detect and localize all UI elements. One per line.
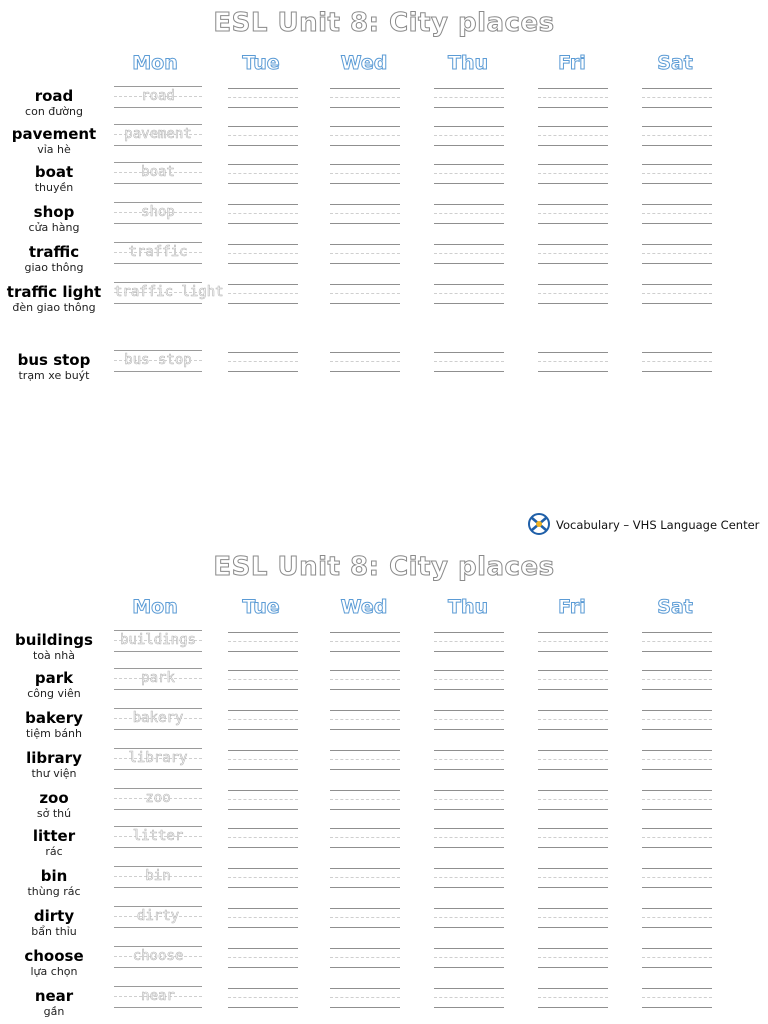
guide-midline <box>434 293 504 294</box>
guide-midline <box>434 641 504 642</box>
writing-line-tue[interactable] <box>228 88 298 108</box>
writing-line-wed[interactable] <box>330 126 400 146</box>
day-mon: Mon <box>132 52 178 74</box>
guide-midline <box>642 361 712 362</box>
writing-line-thu[interactable] <box>434 126 504 146</box>
guide-midline <box>330 173 400 174</box>
guide-midline <box>330 679 400 680</box>
trace-word-guide <box>114 788 202 810</box>
vocab-translation: công viên <box>27 687 81 700</box>
guide-midline <box>228 799 298 800</box>
guide-midline <box>538 917 608 918</box>
trace-word-guide <box>114 986 202 1008</box>
day-tue: Tue <box>242 52 280 74</box>
trace-word-text: choose <box>132 948 184 964</box>
vocab-translation: vỉa hè <box>37 143 71 156</box>
guide-midline <box>538 837 608 838</box>
guide-midline <box>538 877 608 878</box>
writing-line-wed[interactable] <box>330 988 400 1008</box>
vocab-word: pavement <box>11 125 97 143</box>
writing-line-wed[interactable] <box>330 868 400 888</box>
guide-midline <box>434 997 504 998</box>
guide-midline <box>538 957 608 958</box>
writing-line-sat[interactable] <box>642 948 712 968</box>
vocab-translation: gần <box>43 1005 65 1018</box>
vocab-translation: thùng rác <box>27 885 81 898</box>
writing-line-thu[interactable] <box>434 750 504 770</box>
vocab-word: park <box>34 669 74 687</box>
writing-line-fri[interactable] <box>538 908 608 928</box>
writing-line-wed[interactable] <box>330 948 400 968</box>
writing-line-sat[interactable] <box>642 988 712 1008</box>
writing-line-sat[interactable] <box>642 908 712 928</box>
day-wed: Wed <box>340 596 388 618</box>
writing-line-fri[interactable] <box>538 988 608 1008</box>
vocab-word: dirty <box>33 907 75 925</box>
guide-midline <box>434 135 504 136</box>
guide-midline <box>330 213 400 214</box>
writing-line-sat[interactable] <box>642 88 712 108</box>
writing-line-sat[interactable] <box>642 828 712 848</box>
guide-midline <box>330 837 400 838</box>
guide-midline <box>538 253 608 254</box>
vhs-logo-icon <box>527 512 551 536</box>
trace-word-text: road <box>141 88 175 104</box>
vocab-word: zoo <box>39 789 69 807</box>
vocab-word: choose <box>24 947 84 965</box>
trace-word-text: traffic light <box>114 284 224 300</box>
guide-midline <box>330 135 400 136</box>
vocab-translation: sở thú <box>36 807 72 820</box>
guide-midline <box>538 799 608 800</box>
worksheet-title: ESL Unit 8: City places <box>213 552 555 582</box>
guide-midline <box>330 957 400 958</box>
trace-word-guide <box>114 350 202 372</box>
trace-word-guide <box>114 826 202 848</box>
vocab-translation: giao thông <box>24 261 84 274</box>
writing-line-wed[interactable] <box>330 908 400 928</box>
worksheet-2 <box>0 544 768 1024</box>
guide-midline <box>330 719 400 720</box>
trace-word-text: dirty <box>136 908 180 924</box>
trace-word-guide <box>114 124 202 146</box>
vocab-word: traffic light <box>6 283 102 301</box>
trace-word-guide <box>114 866 202 888</box>
vocab-word: shop <box>33 203 75 221</box>
day-tue: Tue <box>242 596 280 618</box>
writing-line-fri[interactable] <box>538 164 608 184</box>
guide-midline <box>538 719 608 720</box>
guide-midline <box>538 135 608 136</box>
guide-midline <box>642 917 712 918</box>
day-fri: Fri <box>558 52 586 74</box>
writing-line-fri[interactable] <box>538 126 608 146</box>
writing-line-tue[interactable] <box>228 352 298 372</box>
vocab-translation: toà nhà <box>33 649 75 662</box>
writing-line-thu[interactable] <box>434 352 504 372</box>
guide-midline <box>642 957 712 958</box>
writing-line-wed[interactable] <box>330 710 400 730</box>
vocab-translation: cửa hàng <box>28 221 80 234</box>
writing-line-sat[interactable] <box>642 710 712 730</box>
writing-line-tue[interactable] <box>228 164 298 184</box>
guide-midline <box>330 759 400 760</box>
guide-midline <box>434 917 504 918</box>
vocab-word: library <box>26 749 82 767</box>
guide-midline <box>538 997 608 998</box>
writing-line-tue[interactable] <box>228 908 298 928</box>
guide-midline <box>642 877 712 878</box>
writing-line-sat[interactable] <box>642 670 712 690</box>
writing-line-thu[interactable] <box>434 988 504 1008</box>
trace-word-text: library <box>128 750 188 766</box>
writing-line-thu[interactable] <box>434 790 504 810</box>
writing-line-wed[interactable] <box>330 164 400 184</box>
guide-midline <box>434 361 504 362</box>
writing-line-fri[interactable] <box>538 710 608 730</box>
guide-midline <box>330 917 400 918</box>
guide-midline <box>228 253 298 254</box>
guide-midline <box>330 361 400 362</box>
writing-line-thu[interactable] <box>434 828 504 848</box>
writing-line-fri[interactable] <box>538 88 608 108</box>
trace-word-guide <box>114 906 202 928</box>
guide-midline <box>642 253 712 254</box>
guide-midline <box>642 719 712 720</box>
writing-line-fri[interactable] <box>538 670 608 690</box>
day-mon: Mon <box>132 596 178 618</box>
guide-midline <box>642 799 712 800</box>
guide-midline <box>538 213 608 214</box>
guide-midline <box>434 837 504 838</box>
writing-line-sat[interactable] <box>642 244 712 264</box>
vocab-word: bus stop <box>17 351 91 369</box>
writing-line-thu[interactable] <box>434 632 504 652</box>
vocab-word: road <box>34 87 74 105</box>
guide-midline <box>642 173 712 174</box>
guide-midline <box>538 361 608 362</box>
guide-midline <box>538 97 608 98</box>
writing-line-fri[interactable] <box>538 868 608 888</box>
guide-midline <box>228 837 298 838</box>
writing-line-sat[interactable] <box>642 126 712 146</box>
trace-word-text: litter <box>132 828 184 844</box>
writing-line-fri[interactable] <box>538 284 608 304</box>
guide-midline <box>434 97 504 98</box>
writing-line-wed[interactable] <box>330 632 400 652</box>
writing-line-tue[interactable] <box>228 126 298 146</box>
writing-line-fri[interactable] <box>538 948 608 968</box>
trace-word-text: zoo <box>145 790 171 806</box>
writing-line-fri[interactable] <box>538 632 608 652</box>
writing-line-thu[interactable] <box>434 88 504 108</box>
guide-midline <box>228 957 298 958</box>
writing-line-fri[interactable] <box>538 352 608 372</box>
guide-midline <box>538 173 608 174</box>
writing-line-sat[interactable] <box>642 164 712 184</box>
writing-line-wed[interactable] <box>330 828 400 848</box>
writing-line-wed[interactable] <box>330 352 400 372</box>
trace-word-text: park <box>141 670 175 686</box>
guide-midline <box>330 253 400 254</box>
vocab-word: boat <box>34 163 74 181</box>
guide-midline <box>434 253 504 254</box>
trace-word-guide <box>114 242 202 264</box>
guide-midline <box>434 213 504 214</box>
writing-line-wed[interactable] <box>330 244 400 264</box>
writing-line-tue[interactable] <box>228 284 298 304</box>
writing-line-tue[interactable] <box>228 988 298 1008</box>
writing-line-wed[interactable] <box>330 670 400 690</box>
trace-word-guide <box>114 946 202 968</box>
guide-midline <box>330 799 400 800</box>
guide-midline <box>434 799 504 800</box>
guide-midline <box>434 957 504 958</box>
guide-midline <box>228 213 298 214</box>
writing-line-thu[interactable] <box>434 244 504 264</box>
day-sat: Sat <box>657 52 693 74</box>
writing-line-sat[interactable] <box>642 204 712 224</box>
writing-line-tue[interactable] <box>228 670 298 690</box>
trace-word-text: bakery <box>132 710 184 726</box>
guide-midline <box>228 293 298 294</box>
vocab-translation: thuyền <box>34 181 74 194</box>
guide-midline <box>642 759 712 760</box>
guide-midline <box>434 173 504 174</box>
trace-word-text: bus stop <box>124 352 192 368</box>
trace-word-text: boat <box>141 164 175 180</box>
guide-midline <box>228 719 298 720</box>
vocab-word: traffic <box>28 243 80 261</box>
writing-line-tue[interactable] <box>228 750 298 770</box>
writing-line-wed[interactable] <box>330 750 400 770</box>
writing-line-thu[interactable] <box>434 948 504 968</box>
worksheet-title: ESL Unit 8: City places <box>213 8 555 38</box>
vocab-translation: thư viện <box>31 767 77 780</box>
vocab-word: bakery <box>25 709 83 727</box>
writing-line-sat[interactable] <box>642 352 712 372</box>
writing-line-fri[interactable] <box>538 750 608 770</box>
writing-line-thu[interactable] <box>434 164 504 184</box>
guide-midline <box>434 719 504 720</box>
trace-word-guide <box>114 708 202 730</box>
trace-word-guide <box>114 282 224 304</box>
guide-midline <box>228 641 298 642</box>
writing-line-fri[interactable] <box>538 204 608 224</box>
writing-line-fri[interactable] <box>538 244 608 264</box>
writing-line-tue[interactable] <box>228 710 298 730</box>
writing-line-sat[interactable] <box>642 284 712 304</box>
writing-line-thu[interactable] <box>434 670 504 690</box>
writing-line-tue[interactable] <box>228 632 298 652</box>
vocab-word: near <box>34 987 74 1005</box>
trace-word-guide <box>114 630 202 652</box>
writing-line-sat[interactable] <box>642 750 712 770</box>
trace-word-text: traffic <box>128 244 188 260</box>
vocab-translation: trạm xe buýt <box>18 369 90 382</box>
guide-midline <box>642 837 712 838</box>
guide-midline <box>228 877 298 878</box>
guide-midline <box>642 213 712 214</box>
trace-word-text: near <box>141 988 175 1004</box>
guide-midline <box>228 759 298 760</box>
trace-word-text: shop <box>141 204 175 220</box>
writing-line-fri[interactable] <box>538 828 608 848</box>
vocab-word: bin <box>40 867 68 885</box>
guide-midline <box>228 917 298 918</box>
guide-midline <box>642 679 712 680</box>
guide-midline <box>642 293 712 294</box>
guide-midline <box>330 877 400 878</box>
vocab-translation: rác <box>45 845 63 858</box>
trace-word-guide <box>114 748 202 770</box>
trace-word-guide <box>114 202 202 224</box>
writing-line-sat[interactable] <box>642 790 712 810</box>
guide-midline <box>538 759 608 760</box>
writing-line-wed[interactable] <box>330 204 400 224</box>
guide-midline <box>330 293 400 294</box>
guide-midline <box>330 97 400 98</box>
day-header-row <box>0 596 768 622</box>
writing-line-wed[interactable] <box>330 88 400 108</box>
guide-midline <box>228 173 298 174</box>
guide-midline <box>642 135 712 136</box>
footer-branding <box>527 512 760 538</box>
writing-line-tue[interactable] <box>228 828 298 848</box>
guide-midline <box>228 361 298 362</box>
trace-word-guide <box>114 86 202 108</box>
writing-line-thu[interactable] <box>434 908 504 928</box>
writing-line-thu[interactable] <box>434 284 504 304</box>
guide-midline <box>330 641 400 642</box>
guide-midline <box>642 97 712 98</box>
guide-midline <box>434 877 504 878</box>
writing-line-tue[interactable] <box>228 790 298 810</box>
vocab-translation: đèn giao thông <box>12 301 96 314</box>
writing-line-tue[interactable] <box>228 948 298 968</box>
writing-line-wed[interactable] <box>330 284 400 304</box>
writing-line-thu[interactable] <box>434 868 504 888</box>
writing-line-tue[interactable] <box>228 204 298 224</box>
writing-line-sat[interactable] <box>642 632 712 652</box>
writing-line-fri[interactable] <box>538 790 608 810</box>
guide-midline <box>228 97 298 98</box>
guide-midline <box>434 679 504 680</box>
guide-midline <box>538 641 608 642</box>
writing-line-thu[interactable] <box>434 204 504 224</box>
guide-midline <box>538 293 608 294</box>
day-sat: Sat <box>657 596 693 618</box>
vocab-translation: lựa chọn <box>30 965 78 978</box>
trace-word-guide <box>114 668 202 690</box>
day-fri: Fri <box>558 596 586 618</box>
guide-midline <box>228 997 298 998</box>
vocab-translation: tiệm bánh <box>25 727 82 740</box>
vocab-word: buildings <box>15 631 93 649</box>
vocab-translation: bẩn thỉu <box>31 925 77 938</box>
writing-line-tue[interactable] <box>228 244 298 264</box>
day-wed: Wed <box>340 52 388 74</box>
trace-word-text: buildings <box>120 632 196 648</box>
day-thu: Thu <box>447 52 488 74</box>
writing-line-wed[interactable] <box>330 790 400 810</box>
vocab-translation: con đường <box>25 105 83 118</box>
day-thu: Thu <box>447 596 488 618</box>
day-header-row <box>0 52 768 78</box>
guide-midline <box>642 641 712 642</box>
trace-word-text: bin <box>145 868 171 884</box>
guide-midline <box>228 135 298 136</box>
writing-line-thu[interactable] <box>434 710 504 730</box>
guide-midline <box>434 759 504 760</box>
guide-midline <box>330 997 400 998</box>
guide-midline <box>642 997 712 998</box>
vocab-word: litter <box>32 827 76 845</box>
worksheet-1 <box>0 0 768 400</box>
guide-midline <box>538 679 608 680</box>
trace-word-text: pavement <box>124 126 192 142</box>
guide-midline <box>228 679 298 680</box>
writing-line-tue[interactable] <box>228 868 298 888</box>
writing-line-sat[interactable] <box>642 868 712 888</box>
footer-text: Vocabulary – VHS Language Center <box>556 518 760 532</box>
trace-word-guide <box>114 162 202 184</box>
